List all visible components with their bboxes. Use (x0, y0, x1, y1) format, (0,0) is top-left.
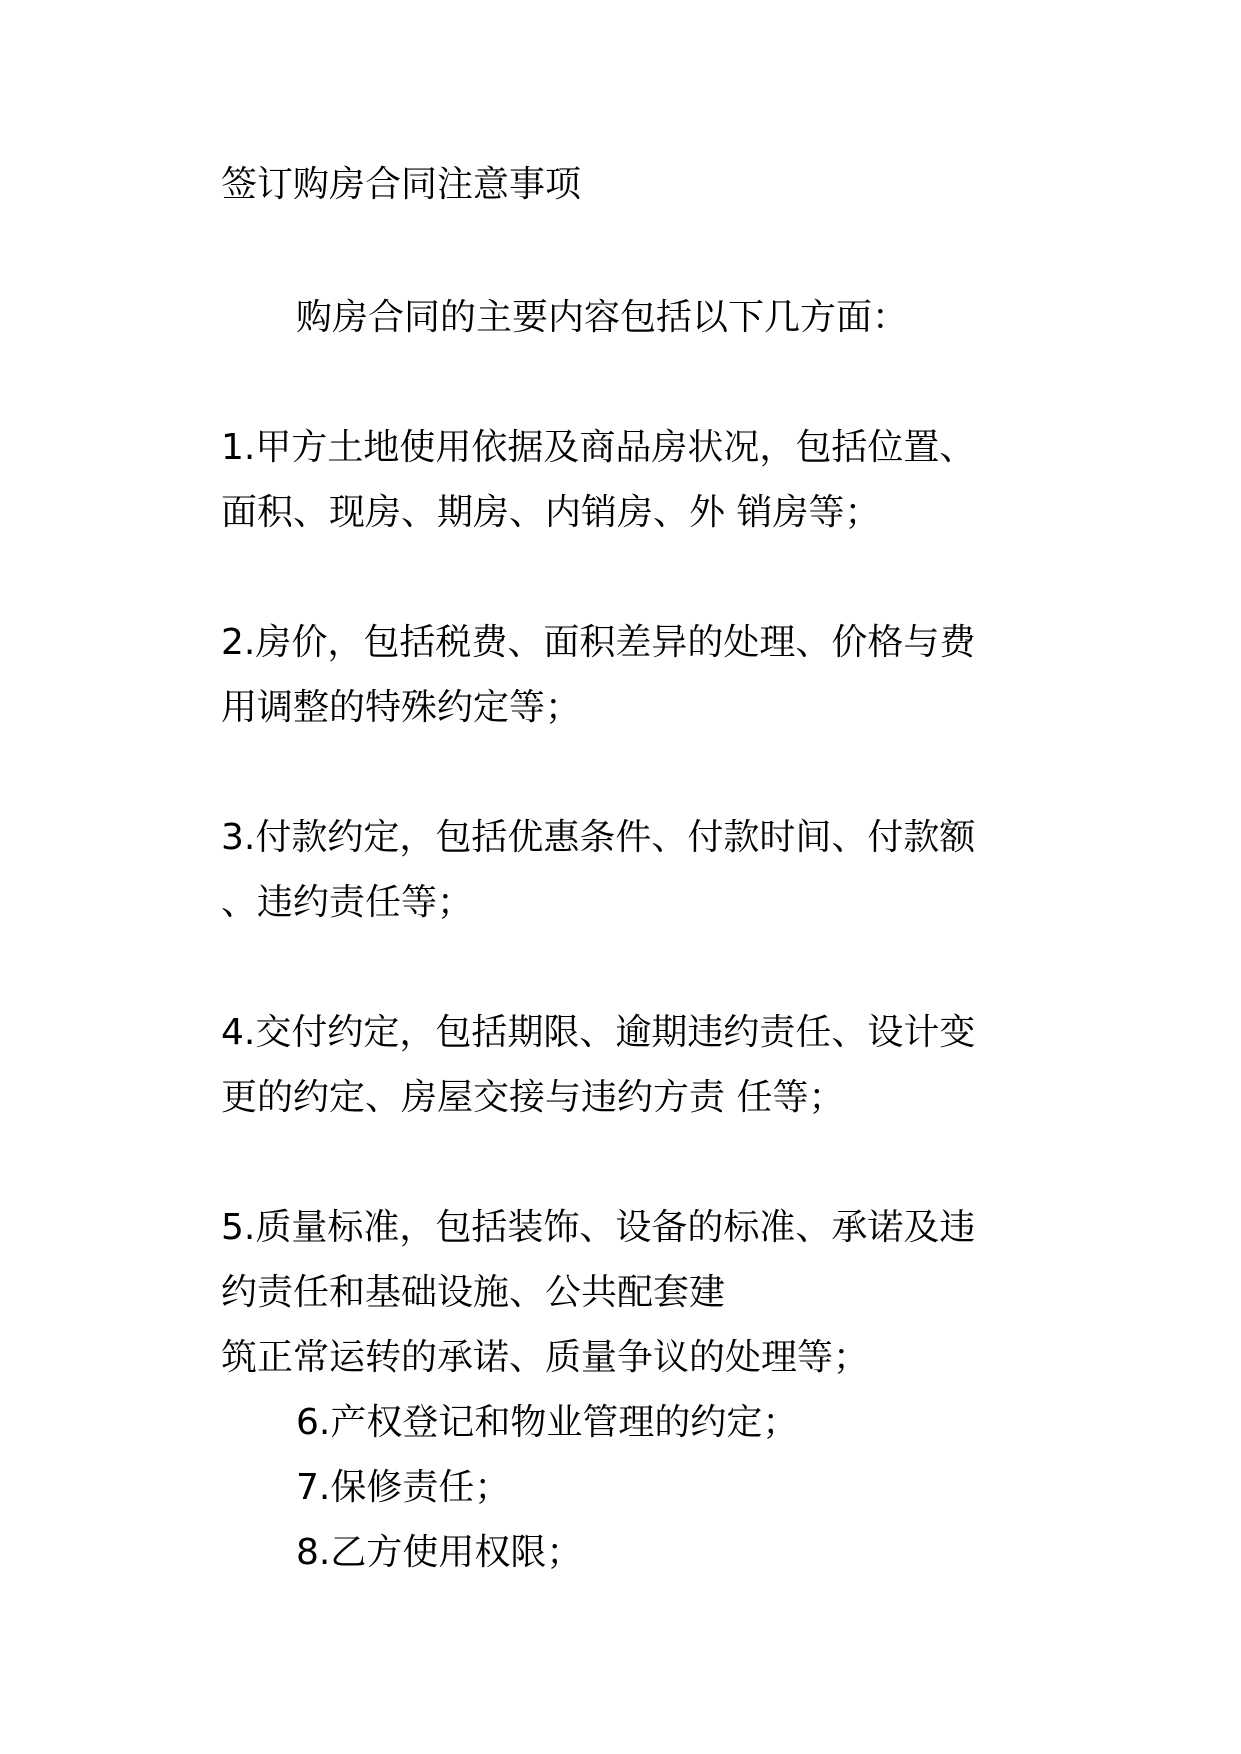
list-item-7: 7.保修责任； (296, 1467, 511, 1508)
document-title: 签订购房合同注意事项 (221, 164, 582, 205)
list-item-line: 用调整的特殊约定等； (221, 687, 582, 728)
intro-paragraph: 购房合同的主要内容包括以下几方面： (296, 297, 909, 338)
list-item-line: 1.甲方土地使用依据及商品房状况，包括位置、 (221, 427, 976, 468)
list-item-line: 3.付款约定，包括优惠条件、付款时间、付款额 (221, 817, 976, 858)
list-item-8: 8.乙方使用权限； (296, 1532, 583, 1573)
list-item-line: 2.房价，包括税费、面积差异的处理、价格与费 (221, 622, 976, 663)
list-item-line: 面积、现房、期房、内销房、外 销房等； (221, 492, 881, 533)
list-item-line: 筑正常运转的承诺、质量争议的处理等； (221, 1337, 870, 1378)
list-item-line: 约责任和基础设施、公共配套建 (221, 1272, 726, 1313)
list-item-line: 4.交付约定，包括期限、逾期违约责任、设计变 (221, 1012, 976, 1053)
list-item-line: 5.质量标准，包括装饰、设备的标准、承诺及违 (221, 1207, 976, 1248)
list-item-line: 、违约责任等； (221, 882, 474, 923)
list-item-line: 更的约定、房屋交接与违约方责 任等； (221, 1077, 845, 1118)
list-item-6: 6.产权登记和物业管理的约定； (296, 1402, 799, 1443)
